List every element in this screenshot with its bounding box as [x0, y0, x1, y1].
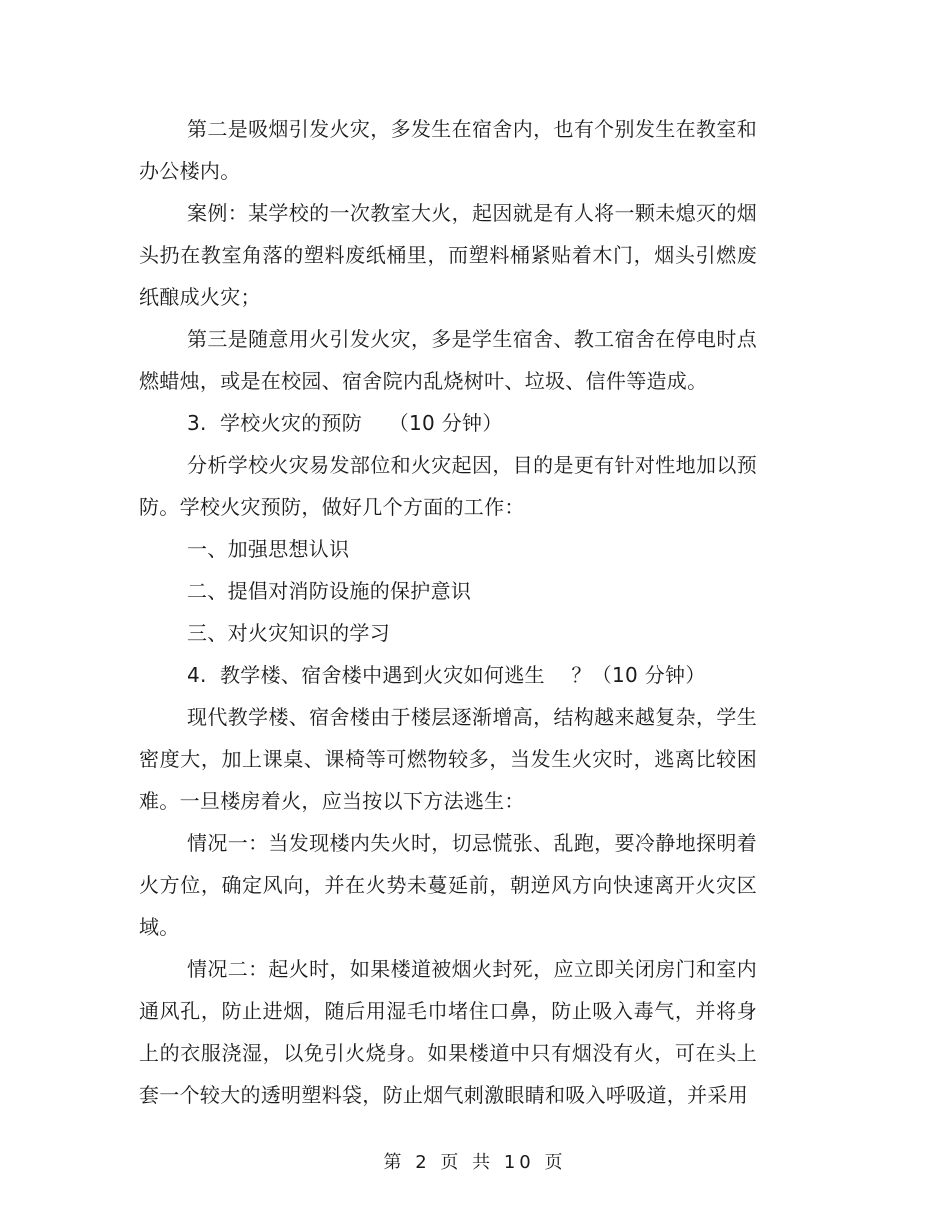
paragraph: 分析学校火灾易发部位和火灾起因，目的是更有针对性地加以预防。学校火灾预防，做好几个方面的工作：	[139, 453, 757, 519]
section-heading: 4. 教学楼、宿舍楼中遇到火灾如何逃生 ？（10 分钟）	[187, 663, 706, 687]
list-item: 一、加强思想认识	[187, 537, 350, 561]
paragraph: 第二是吸烟引发火灾，多发生在宿舍内，也有个别发生在教室和办公楼内。	[139, 117, 757, 183]
paragraph: 第三是随意用火引发火灾，多是学生宿舍、教工宿舍在停电时点燃蜡烛，或是在校园、宿舍院内乱烧树叶、垃圾、信件等造成。	[139, 327, 757, 393]
list-item: 三、对火灾知识的学习	[187, 621, 390, 645]
document-body	[139, 108, 757, 1116]
list-item: 二、提倡对消防设施的保护意识	[187, 579, 472, 603]
section-heading: 3. 学校火灾的预防 （10 分钟）	[187, 411, 503, 435]
paragraph: 案例：某学校的一次教室大火，起因就是有人将一颗未熄灭的烟头扔在教室角落的塑料废纸桶里，而塑料桶紧贴着木门，烟头引燃废纸酿成火灾；	[139, 201, 757, 309]
paragraph: 情况一：当发现楼内失火时，切忌慌张、乱跑，要冷静地探明着火方位，确定风向，并在火势未蔓延前，朝逆风方向快速离开火灾区域。	[139, 831, 757, 939]
paragraph: 情况二：起火时，如果楼道被烟火封死，应立即关闭房门和室内通风孔，防止进烟，随后用湿毛巾堵住口鼻，防止吸入毒气，并将身上的衣服浇湿，以免引火烧身。如果楼道中只有烟没有火，可在头上套一个较大的透明塑料袋，防止烟气刺激眼睛和吸入呼吸道，并采用	[139, 957, 757, 1107]
paragraph: 现代教学楼、宿舍楼由于楼层逐渐增高，结构越来越复杂，学生密度大，加上课桌、课椅等可燃物较多，当发生火灾时，逃离比较困难。一旦楼房着火，应当按以下方法逃生：	[139, 705, 757, 813]
page-footer: 第 2 页 共 10 页	[383, 1152, 567, 1173]
